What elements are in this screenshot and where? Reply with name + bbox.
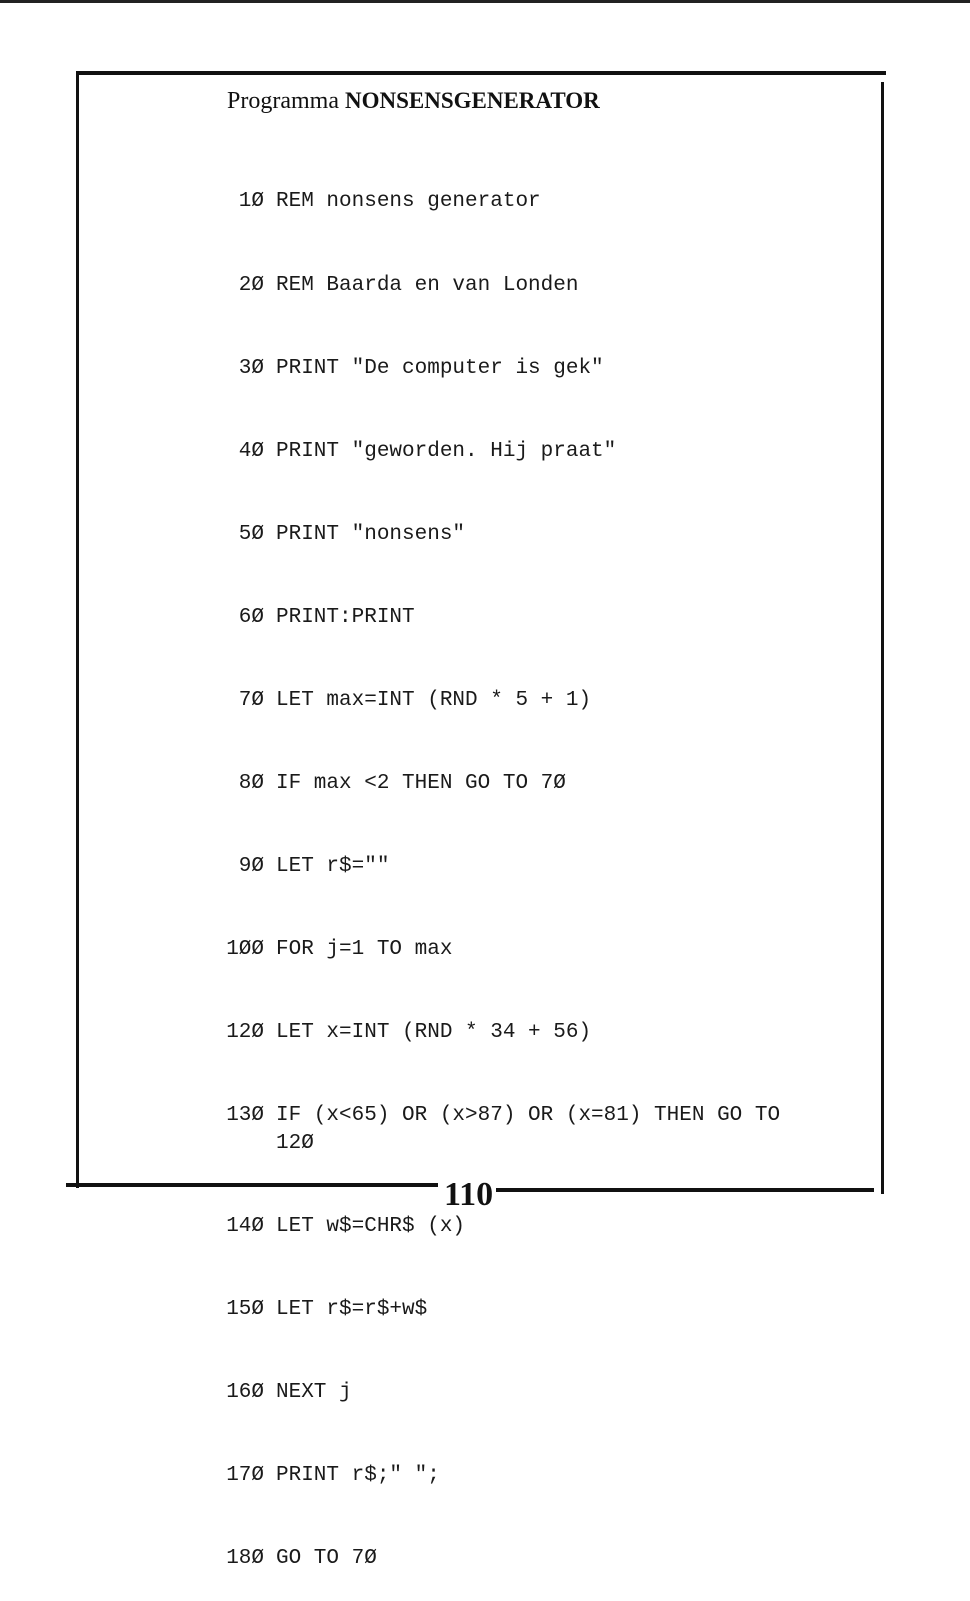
line-number: 7Ø bbox=[238, 688, 264, 712]
line-number: 13Ø bbox=[226, 1104, 264, 1128]
code-line bbox=[220, 188, 780, 216]
line-statement: PRINT r$;" "; bbox=[276, 1464, 440, 1488]
line-number: 1Ø bbox=[238, 190, 264, 214]
top-scan-edge bbox=[0, 0, 970, 3]
line-number: 6Ø bbox=[238, 605, 264, 629]
code-line bbox=[220, 853, 780, 881]
frame-right-border bbox=[881, 82, 884, 1194]
line-number: 15Ø bbox=[226, 1297, 264, 1321]
program-listing bbox=[220, 133, 780, 1601]
code-line bbox=[220, 521, 780, 549]
code-line bbox=[220, 1213, 780, 1241]
line-statement: IF max <2 THEN GO TO 7Ø bbox=[276, 772, 566, 796]
code-line bbox=[220, 272, 780, 300]
line-statement: FOR j=1 TO max bbox=[276, 938, 453, 962]
line-statement: PRINT "nonsens" bbox=[276, 522, 466, 546]
code-line bbox=[220, 687, 780, 715]
code-line bbox=[220, 1379, 780, 1407]
title-program-name: NONSENSGENERATOR bbox=[344, 88, 600, 113]
line-number: 14Ø bbox=[226, 1214, 264, 1238]
line-number: 8Ø bbox=[238, 772, 264, 796]
code-line bbox=[220, 604, 780, 632]
line-statement: IF (x<65) OR (x>87) OR (x=81) THEN GO TO 12Ø bbox=[276, 1104, 781, 1156]
page-number: 110 bbox=[444, 1176, 494, 1213]
line-statement: PRINT "De computer is gek" bbox=[276, 356, 604, 380]
line-statement: NEXT j bbox=[276, 1381, 352, 1405]
code-line bbox=[220, 936, 780, 964]
code-line bbox=[220, 1462, 780, 1490]
title-prefix: Programma bbox=[227, 88, 339, 114]
frame-top-border bbox=[78, 71, 886, 75]
line-statement: PRINT:PRINT bbox=[276, 605, 415, 629]
code-line bbox=[220, 355, 780, 383]
code-line bbox=[220, 1545, 780, 1573]
frame-left-border bbox=[76, 71, 79, 1188]
line-statement: PRINT "geworden. Hij praat" bbox=[276, 439, 617, 463]
code-line bbox=[220, 1296, 780, 1324]
line-statement: LET max=INT (RND * 5 + 1) bbox=[276, 688, 592, 712]
line-number: 3Ø bbox=[238, 356, 264, 380]
code-line bbox=[220, 1102, 780, 1157]
line-statement: REM nonsens generator bbox=[276, 190, 541, 214]
line-number: 9Ø bbox=[238, 855, 264, 879]
line-number: 16Ø bbox=[226, 1381, 264, 1405]
line-number: 4Ø bbox=[238, 439, 264, 463]
line-statement: REM Baarda en van Londen bbox=[276, 273, 579, 297]
line-number: 12Ø bbox=[226, 1021, 264, 1045]
program-title bbox=[227, 88, 600, 115]
line-statement: LET r$=r$+w$ bbox=[276, 1297, 428, 1321]
line-number: 5Ø bbox=[238, 522, 264, 546]
code-line bbox=[220, 438, 780, 466]
line-statement: LET x=INT (RND * 34 + 56) bbox=[276, 1021, 592, 1045]
code-line bbox=[220, 770, 780, 798]
line-statement: LET w$=CHR$ (x) bbox=[276, 1214, 466, 1238]
line-statement: LET r$="" bbox=[276, 855, 390, 879]
line-statement: GO TO 7Ø bbox=[276, 1547, 377, 1571]
code-line bbox=[220, 1019, 780, 1047]
line-number: 18Ø bbox=[226, 1547, 264, 1571]
line-number: 2Ø bbox=[238, 273, 264, 297]
line-number: 17Ø bbox=[226, 1464, 264, 1488]
line-number: 1ØØ bbox=[226, 938, 264, 962]
